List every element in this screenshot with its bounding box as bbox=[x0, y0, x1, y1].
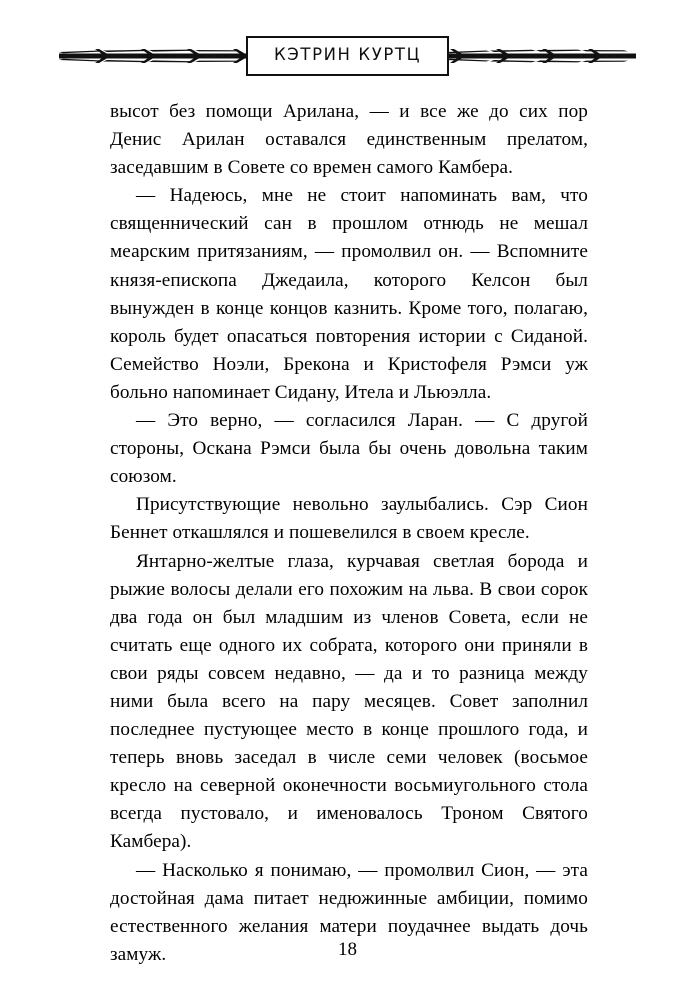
body-text bbox=[110, 98, 588, 969]
paragraph: — Насколько я понимаю, — промолвил Сион, — эта достойная дама питает недюжинные амбиции, помимо естественного желания матери поудачнее выдать дочь замуж. bbox=[110, 859, 588, 965]
running-head-box bbox=[246, 36, 449, 76]
running-head bbox=[0, 28, 695, 84]
page-number: 18 bbox=[338, 939, 357, 960]
paragraph: высот без помощи Арилана, — и все же до сих пор Денис Арилан оставался единственным прелатом, заседавшим в Совете со времен самого Камбера. bbox=[110, 101, 588, 179]
running-head-title: КЭТРИН КУРТЦ bbox=[273, 45, 422, 65]
paragraph: Янтарно-желтые глаза, курчавая светлая борода и рыжие волосы делали его похожим на льва. В свои сорок два года он был младшим из членов Совета, если не считать еще одного их собрата, которого они приняли в свои ряды совсем недавно, — да и то разница между ними была всего на пару месяцев. Совет заполнил последнее пустующее место в конце прошлого года, и теперь вновь заседал в числе семи человек (восьмое кресло на северной оконечности восьмиугольного стола всегда пустовало, и именовалось Троном Святого Камбера). bbox=[110, 550, 588, 853]
twisted-rope-ornament-right bbox=[446, 45, 636, 67]
twisted-rope-ornament-left bbox=[59, 45, 249, 67]
paragraph: Присутствующие невольно заулыбались. Сэр Сион Беннет откашлялся и пошевелился в своем кресле. bbox=[110, 494, 588, 544]
paragraph: — Надеюсь, мне не стоит напоминать вам, что священнический сан в прошлом отнюдь не мешал меарским притязаниям, — промолвил он. — Вспомните князя-епископа Джедаила, которого Келсон был вынужден в конце концов казнить. Кроме того, полагаю, король будет опасаться повторения истории с Сиданой. Семейство Ноэли, Брекона и Кристофеля Рэмси уж больно напоминает Сидану, Итела и Льюэлла. bbox=[110, 185, 588, 403]
paragraph: — Это верно, — согласился Ларан. — С другой стороны, Оскана Рэмси была бы очень довольна таким союзом. bbox=[110, 410, 588, 488]
